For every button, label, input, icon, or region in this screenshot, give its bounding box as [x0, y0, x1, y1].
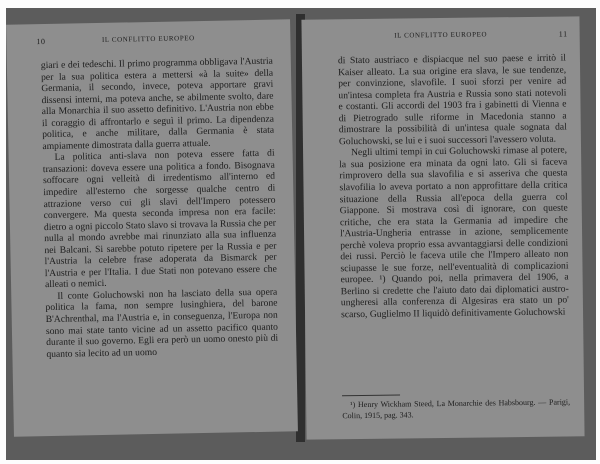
paragraph: La politica anti-slava non poteva essere fatta di transazioni: doveva essere una politica a fondo. Bisognava soffocare ogni velleità di irredentismo all'interno ed impedire all'esterno che sorgesse qualche centro di attrazione verso cui gli slavi dell'Impero potessero convergere. Ma questa seconda impresa non era facile: dietro a ogni piccolo Stato slavo si trovava la Russia che per nulla al mondo avrebbe mai rinunziato alla sua influenza nei Balcani. Si sarebbe potuto ripetere per la Russia e per l'Austria la celebre frase adoperata da Bismarck per l'Austria e per l'Italia. I due Stati non potevano essere che alleati o nemici.: [42, 148, 277, 291]
paragraph: giari e dei tedeschi. Il primo programma obbligava l'Austria per la sua politica estera a mettersi «à la suite» della Germania, il secondo, invece, poteva apportare gravi dissensi interni, ma poteva anche, se abilmente svolto, dare alla Monarchia il suo assetto definitivo. L'Austria non ebbe il coraggio di affrontarlo e seguì il primo. La dipendenza politica, e anche militare, dalla Germania è stata ampiamente dimostrata dalla guerra attuale.: [40, 55, 275, 152]
footnote: ¹) Henry Wickham Steed, La Monarchie des Habsbourg. — Parigi, Colin, 1915, pag. 343.: [342, 397, 571, 420]
left-running-head: [6, 32, 290, 47]
footnote-rule: [342, 395, 400, 397]
paragraph: Il conte Goluchowski non ha lasciato della sua opera politica la fama, non sempre lusinghiera, del barone B'Achrenthal, ma l'Austria e, in conseguenza, l'Europa non sono mai state tanto vicine ad un assetto pacifico quanto durante il suo governo. Egli era però un uomo onesto più di quanto sia lecito ad un uomo: [45, 286, 279, 360]
left-page-body: [41, 56, 279, 361]
running-head-title: IL CONFLITTO EUROPEO: [394, 30, 488, 40]
right-running-head: [302, 29, 580, 40]
right-page-body: [338, 52, 569, 320]
running-head-title: IL CONFLITTO EUROPEO: [101, 34, 195, 44]
paragraph: di Stato austriaco e dispiacque nel suo paese e irritò il Kaiser alleato. La sua origine era slava, le sue tendenze, per convinzione, slavofile. I suoi sforzi per venire ad un'intesa completa fra Austria e Russia sono stati notevoli e costanti. Gli accordi del 1903 fra i gabinetti di Vienna e di Pietrogrado sulle riforme in Macedonia stanno a dimostrare la possibilità di un'intesa quale sognata dal Goluchowski, se lui e i suoi successori l'avessero voluta.: [337, 52, 567, 148]
paragraph: Negli ultimi tempi in cui Goluchowski rimase al potere, la sua posizione era minata da ogni lato. Gli si faceva rimprovero della sua slavofilia e si asseriva che questa slavofilia lo aveva portato a non approfittare della critica situazione della Russia all'epoca della guerra col Giappone. Si mostrava così di ignorare, con queste critiche, che era stata la Germania ad impedire che l'Austria-Ungheria entrasse in azione, semplicemente perchè voleva proprio essa avvantaggiarsi delle condizioni dei russi. Perciò le faceva utile che l'Impero alleato non sciupasse le sue forze, nell'eventualità di complicazioni europee. ¹) Quando poi, nella primavera del 1906, a Berlino si credette che l'aiuto dato dai diplomatici austro-ungheresi alla conferenza di Algesiras era stato un po' scarso, Guglielmo II liquidò definitivamente Goluchowski: [339, 144, 569, 321]
right-page: [301, 16, 584, 439]
page-number: 11: [558, 29, 568, 39]
left-page: [6, 19, 298, 436]
page-number: 10: [36, 37, 46, 47]
